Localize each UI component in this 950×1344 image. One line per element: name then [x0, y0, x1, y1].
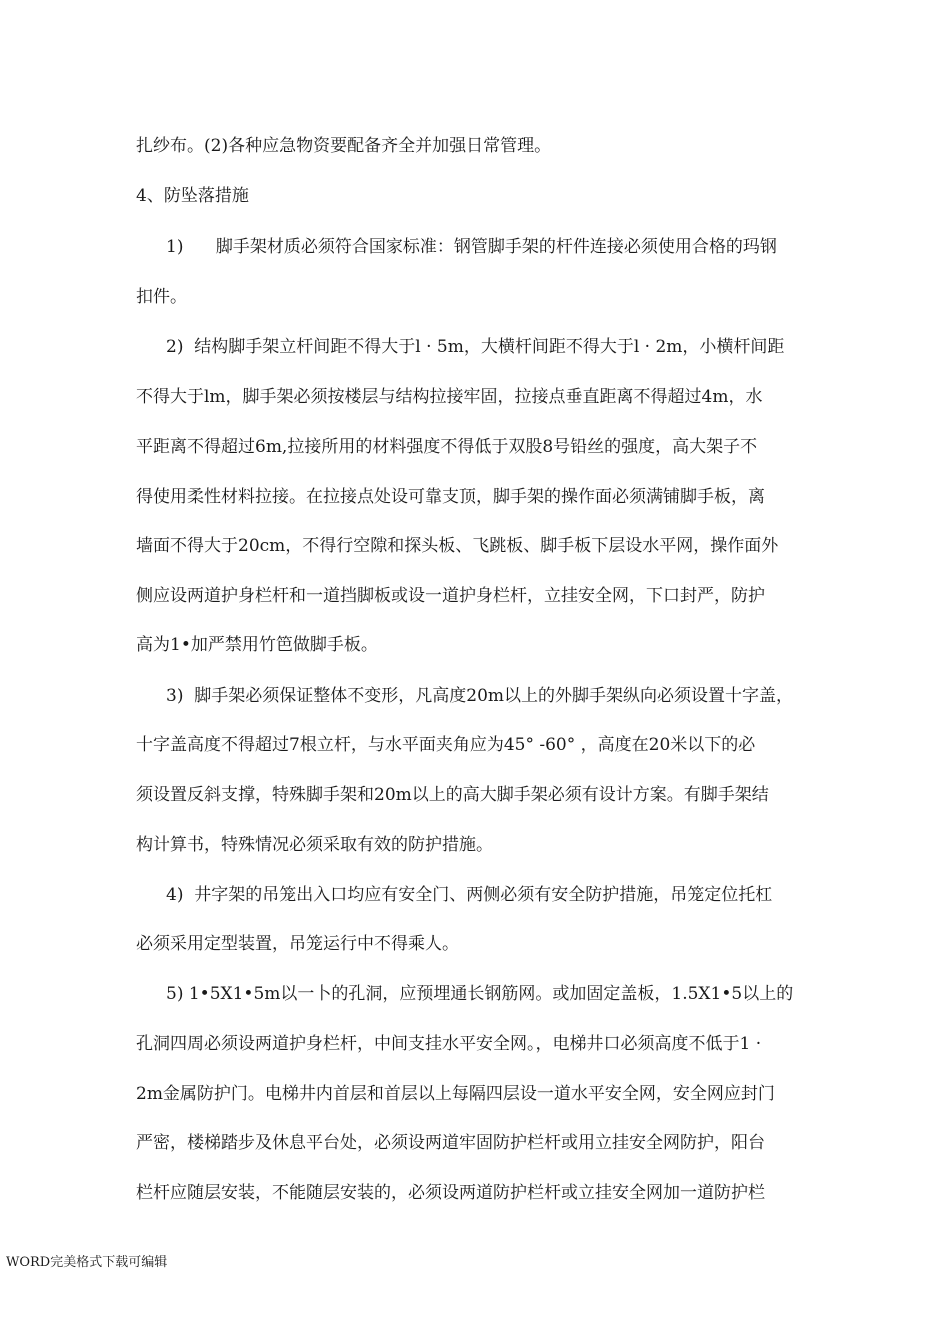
text-line-8: 得使用柔性材料拉接。在拉接点处设可靠支顶，脚手架的操作面必须满铺脚手板，离	[136, 487, 765, 507]
page-footer: WORD完美格式下载可编辑	[6, 1255, 168, 1270]
text-line-16: 4) 井字架的吊笼出入口均应有安全门、两侧必须有安全防护措施，吊笼定位托杠	[166, 885, 773, 905]
text-line-9: 墙面不得大于20cm，不得行空隙和探头板、飞跳板、脚手板下层设水平网，操作面外	[136, 536, 779, 556]
text-line-20: 2m金属防护门。电梯井内首层和首层以上每隔四层设一道水平安全网，安全网应封门	[136, 1084, 775, 1104]
text-line-18: 5) 1•5X1•5m以一卜的孔洞，应预埋通长钢筋网。或加固定盖板，1.5X1•5以上的	[166, 984, 794, 1004]
text-line-3: 1) 脚手架材质必须符合国家标准：钢管脚手架的杆件连接必须使用合格的玛钢	[166, 237, 777, 257]
text-line-5: 2) 结构脚手架立杆间距不得大于l · 5m，大横杆间距不得大于l · 2m，小横杆间距	[166, 337, 785, 357]
text-line-14: 须设置反斜支撑，特殊脚手架和20m以上的高大脚手架必须有设计方案。有脚手架结	[136, 785, 769, 805]
text-line-15: 构计算书，特殊情况必须采取有效的防护措施。	[136, 835, 493, 855]
text-line-10: 侧应设两道护身栏杆和一道挡脚板或设一道护身栏杆，立挂安全网，下口封严，防护	[136, 586, 765, 606]
text-line-12: 3) 脚手架必须保证整体不变形，凡高度20m以上的外脚手架纵向必须设置十字盖，	[166, 686, 794, 706]
text-line-1: 扎纱布。(2)各种应急物资要配备齐全并加强日常管理。	[136, 136, 552, 156]
section-heading: 4、防坠落措施	[136, 186, 249, 206]
text-line-6: 不得大于lm，脚手架必须按楼层与结构拉接牢固，拉接点垂直距离不得超过4m，水	[136, 387, 763, 407]
text-line-19: 孔洞四周必须设两道护身栏杆，中间支挂水平安全网。，电梯井口必须高度不低于1 ·	[136, 1034, 762, 1054]
text-line-4: 扣件。	[136, 287, 187, 307]
text-line-21: 严密，楼梯踏步及休息平台处，必须设两道牢固防护栏杆或用立挂安全网防护，阳台	[136, 1133, 765, 1153]
text-line-17: 必须采用定型装置，吊笼运行中不得乘人。	[136, 934, 459, 954]
text-line-7: 平距离不得超过6m,拉接所用的材料强度不得低于双股8号铅丝的强度，高大架子不	[136, 437, 758, 457]
text-line-13: 十字盖高度不得超过7根立杆，与水平面夹角应为45° -60° ，高度在20米以下的必	[136, 735, 756, 755]
text-line-11: 高为1•加严禁用竹笆做脚手板。	[136, 635, 378, 655]
text-line-22: 栏杆应随层安装，不能随层安装的，必须设两道防护栏杆或立挂安全网加一道防护栏	[136, 1183, 765, 1203]
